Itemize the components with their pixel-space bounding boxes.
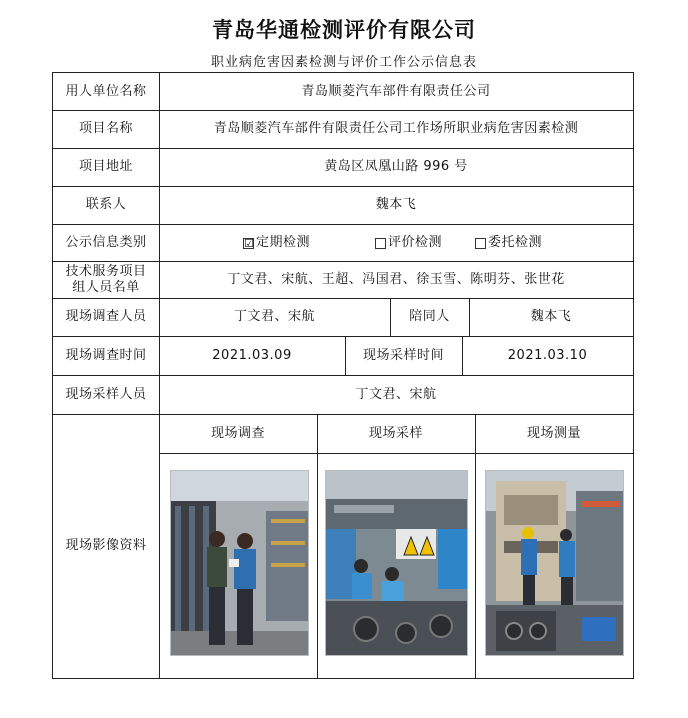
survey-staff-value: 丁文君、宋航 [233, 309, 315, 324]
company-title: 青岛华通检测评价有限公司 [212, 18, 476, 42]
team-value: 丁文君、宋航、王超、冯国君、徐玉雪、陈明芬、张世花 [227, 271, 565, 287]
checkbox-checked-icon[interactable]: ☑ [244, 237, 255, 250]
category-option-label: 定期检测 [256, 234, 311, 250]
accompany-value: 魏本飞 [530, 309, 572, 324]
project-name-label: 项目名称 [78, 121, 133, 136]
address-value: 黄岛区凤凰山路 996 号 [324, 159, 468, 174]
category-label: 公示信息类别 [65, 234, 147, 250]
team-label [53, 261, 159, 298]
sampling-staff-label: 现场采样人员 [65, 386, 147, 402]
team-label-line2: 组人员名单 [72, 279, 140, 295]
category-option-commissioned[interactable] [475, 224, 555, 261]
accompany-label: 陪同人 [409, 309, 450, 324]
sampling-photo [325, 470, 468, 656]
survey-staff-label: 现场调查人员 [65, 309, 147, 324]
sampling-staff-value: 丁文君、宋航 [355, 386, 437, 402]
info-table [52, 72, 634, 679]
media-col-survey: 现场调查 [210, 425, 265, 441]
media-col-measuring: 现场测量 [526, 425, 581, 441]
checkbox-icon[interactable] [375, 238, 386, 249]
sampling-time-label: 现场采样时间 [362, 347, 444, 363]
sampling-time-value: 2021.03.10 [507, 347, 588, 363]
category-option-label: 评价检测 [388, 234, 443, 250]
contact-value: 魏本飞 [375, 197, 417, 212]
address-label: 项目地址 [78, 159, 133, 174]
survey-time-value: 2021.03.09 [212, 347, 292, 363]
category-option-label: 委托检测 [488, 234, 543, 250]
team-label-line1: 技术服务项目 [65, 263, 147, 279]
measuring-photo [485, 470, 624, 656]
contact-label: 联系人 [85, 197, 127, 212]
employer-value: 青岛顺菱汽车部件有限责任公司 [301, 83, 491, 99]
survey-time-label: 现场调查时间 [65, 347, 147, 363]
form-subtitle: 职业病危害因素检测与评价工作公示信息表 [210, 55, 477, 70]
category-option-periodic[interactable] [243, 224, 323, 261]
media-col-sampling: 现场采样 [368, 425, 423, 441]
media-label: 现场影像资料 [65, 538, 147, 553]
category-option-evaluation[interactable] [375, 224, 455, 261]
checkbox-icon[interactable] [475, 238, 486, 249]
survey-photo [170, 470, 309, 656]
employer-label: 用人单位名称 [65, 83, 147, 99]
project-name-value: 青岛顺菱汽车部件有限责任公司工作场所职业病危害因素检测 [213, 121, 579, 136]
